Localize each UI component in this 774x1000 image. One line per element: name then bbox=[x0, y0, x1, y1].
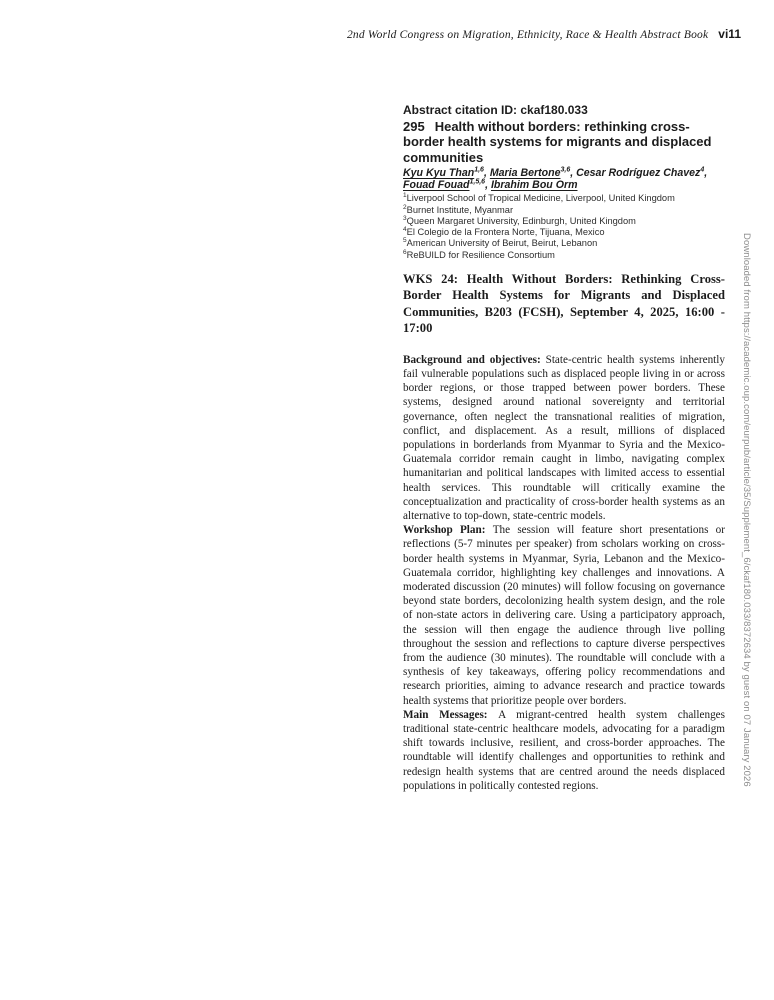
abstract-section: Workshop Plan: The session will feature short presentations or reflections (5-7 minutes per speaker) from scholars working on cross-border health systems in Myanmar, Syria, Lebanon and the Mexico-Guatemala corridor, highlighting key challenges and innovations. A moderated discussion (20 minutes) will follow focusing on governance beyond state borders, decolonizing health system design, and the role of non-state actors in delivering care. Using a participatory approach, the session will then engage the audience through live polling throughout the session and reflections to capture diverse perspectives from the audience (30 minutes). The roundtable will conclude with a synthesis of key takeaways, offering policy recommendations and research priorities, aiming to advance research and practice towards health systems that prioritize people over borders. bbox=[403, 524, 725, 707]
author-affiliation-superscript: 4 bbox=[700, 166, 705, 174]
author-affiliation-superscript: 3,6 bbox=[560, 166, 571, 174]
author-name: Ibrahim Bou Orm bbox=[490, 179, 578, 192]
abstract-body bbox=[403, 353, 725, 793]
abstract-title-text: Health without borders: rethinking cross-border health systems for migrants and displaced communities bbox=[403, 119, 712, 165]
affiliation-item: $^3$Queen Margaret University, Edinburgh, United Kingdom bbox=[403, 214, 636, 226]
author-name: Fouad Fouad bbox=[403, 179, 470, 192]
page-number: vi11 bbox=[718, 27, 741, 41]
affiliation-marker: 6 bbox=[403, 248, 407, 256]
abstract-number: 295 bbox=[403, 119, 425, 134]
running-head bbox=[347, 27, 741, 41]
affiliation-list bbox=[403, 193, 725, 261]
affiliation-item: $^6$ReBUILD for Resilience Consortium bbox=[403, 248, 555, 260]
author-name: Kyu Kyu Than bbox=[403, 166, 475, 179]
author-name: Cesar Rodríguez Chavez bbox=[576, 166, 701, 179]
affiliation-marker: 2 bbox=[403, 203, 407, 211]
abstract-section: Main Messages: A migrant-centred health system challenges traditional state-centric healthcare models, advocating for a paradigm shift towards inclusive, resilient, and cross-border approaches. The roundtable will identify challenges and opportunities to rethink and redesign health systems that are centred around the needs displaced populations in politically contested regions. bbox=[403, 708, 725, 792]
affiliation-marker: 1 bbox=[403, 192, 407, 200]
abstract-citation-id: Abstract citation ID: ckaf180.033 bbox=[403, 103, 588, 117]
affiliation-item: $^1$Liverpool School of Tropical Medicine, Liverpool, United Kingdom bbox=[403, 192, 675, 204]
author-name: Maria Bertone bbox=[489, 166, 561, 179]
book-title: 2nd World Congress on Migration, Ethnicity, Race & Health Abstract Book bbox=[346, 29, 709, 41]
abstract-section: Background and objectives: State-centric health systems inherently fail vulnerable populations such as displaced people living in or across border regions, or those trapped between power borders. These systems, designed around national sovereignty and territorial governance, often neglect the transnational realities of migration, conflict, and displacement. As a result, millions of displaced populations in borderlands from Myanmar to Syria and the Mexico-Guatemala corridor remain caught in limbo, navigating complex humanitarian and political landscapes with limited access to essential health services. This roundtable will critically examine the conceptualization and practicality of cross-border health systems as an alternative to top-down, state-centric models. bbox=[403, 353, 725, 522]
affiliation-marker: 3 bbox=[403, 214, 407, 222]
author-affiliation-superscript: 1,6 bbox=[474, 166, 484, 174]
abstract-title bbox=[403, 119, 725, 165]
affiliation-marker: 4 bbox=[403, 226, 407, 234]
affiliation-item: $^4$El Colegio de la Frontera Norte, Tijuana, Mexico bbox=[403, 226, 605, 238]
download-watermark: Downloaded from https://academic.oup.com/eurpub/article/35/Supplement_6/ckaf180.033/8372634 by guest on 07 January 2026 bbox=[741, 233, 752, 787]
affiliation-item: $^5$American University of Beirut, Beirut, Lebanon bbox=[403, 237, 598, 249]
session-heading: WKS 24: Health Without Borders: Rethinking Cross-Border Health Systems for Migrants and Displaced Communities, B203 (FCSH), September 4, 2025, 16:00 - 17:00 bbox=[403, 272, 725, 336]
author-list: Kyu Kyu Than$^{1,6}$, Maria Bertone$^{3,6}$, Cesar Rodríguez Chavez$^4$, Fouad Fouad$^{1,5,6}$, Ibrahim Bou Orm bbox=[403, 166, 708, 192]
abstract-column bbox=[403, 103, 725, 793]
affiliation-marker: 5 bbox=[403, 237, 407, 245]
affiliation-item: $^2$Burnet Institute, Myanmar bbox=[403, 203, 514, 215]
section-label: Background and objectives: bbox=[403, 353, 546, 366]
author-affiliation-superscript: 1,5,6 bbox=[469, 178, 486, 186]
section-label: Workshop Plan: bbox=[403, 524, 493, 537]
section-label: Main Messages: bbox=[403, 708, 499, 721]
